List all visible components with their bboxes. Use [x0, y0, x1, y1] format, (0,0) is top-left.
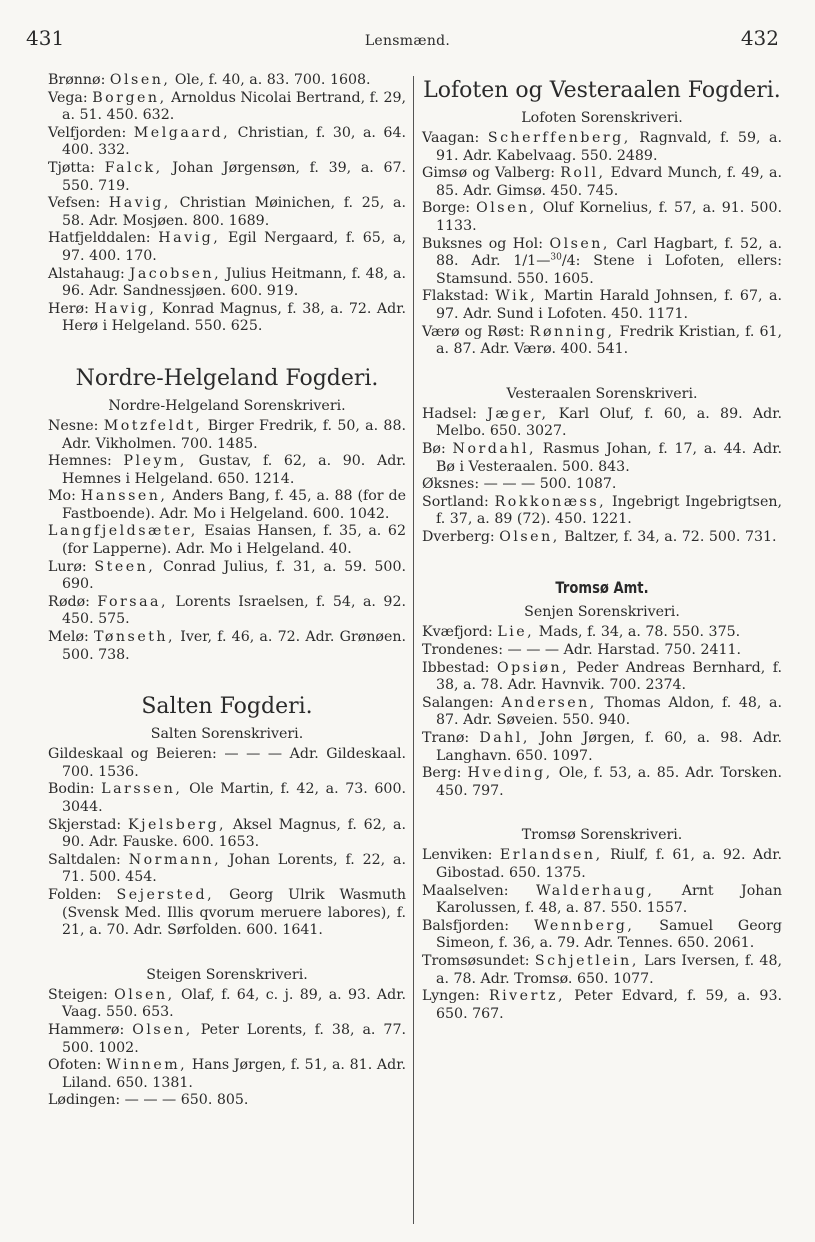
entry-place: Borge: [422, 200, 471, 217]
entry-place: Flakstad: [422, 288, 489, 305]
entry-place: Brønnø: [48, 72, 106, 88]
section-title-nordre-helgeland: Nordre-Helgeland Fogderi. [75, 365, 379, 391]
list-item [48, 160, 406, 195]
entry-details: Ole, f. 40, a. 83. 700. 1608. [170, 72, 371, 88]
entry-details: Adr. Gildeskaal. 700. 1536. [62, 746, 406, 780]
entry-details: Adr. Harstad. 750. 2411. [559, 642, 742, 659]
entry-details: Julius Heitmann, f. 48, a. 96. Adr. Sandnessjøen. 600. 919. [62, 265, 407, 300]
list-item [48, 125, 406, 160]
subtitle-lofoten-sorenskriveri: Lofoten Sorenskriveri. [521, 110, 683, 126]
entry-name: Lie, [497, 624, 535, 641]
entry-place: Balsfjorden: [422, 917, 510, 934]
entry-details: Rasmus Johan, f. 17, a. 44. Adr. Bø i Vesteraalen. 500. 843. [436, 440, 782, 475]
entry-place: Trondenes: [422, 642, 503, 659]
running-title: Lensmænd. [364, 33, 451, 49]
entry-place: Nesne: [48, 417, 99, 434]
entry-name: Pleym, [123, 453, 187, 470]
entry-place: Ibbestad: [422, 659, 490, 676]
entry-place: Tromsøsundet: [422, 952, 530, 969]
list-item [422, 165, 782, 200]
left-column [48, 72, 406, 1110]
tromso-entries [422, 847, 782, 1023]
entry-details: Peter Edvard, f. 59, a. 93. 650. 767. [436, 988, 782, 1022]
entry-details: Martin Harald Johnsen, f. 67, a. 97. Adr. Sund i Lofoten. 450. 1171. [436, 288, 782, 322]
entry-place: Melø: [48, 629, 89, 646]
list-item [422, 730, 782, 765]
list-item [48, 1092, 406, 1110]
entry-name: Winnem, [106, 1057, 188, 1074]
list-item [48, 195, 406, 230]
entry-details: Riulf, f. 61, a. 92. Adr. Gibostad. 650. 1375. [436, 847, 782, 881]
entry-name: Dahl, [479, 730, 530, 747]
section-title-salten: Salten Fogderi. [141, 694, 313, 720]
entry-place: Velfjorden: [48, 124, 127, 141]
entry-place: Lødingen: [48, 1092, 121, 1109]
list-item [48, 817, 406, 852]
entry-details: Iver, f. 46, a. 72. Adr. Grønøen. 500. 738. [62, 629, 406, 663]
entry-name: Hanssen, [80, 488, 168, 505]
helgeland-entries [48, 72, 406, 336]
entry-place: Tjøtta: [48, 159, 96, 176]
list-item [422, 695, 782, 730]
entry-name: Melgaard, [133, 124, 231, 141]
list-item [422, 406, 782, 441]
entry-name: Havig, [108, 195, 171, 212]
entry-place: Hammerø: [48, 1021, 125, 1038]
entry-details: Birger Fredrik, f. 50, a. 88. Adr. Vikholmen. 700. 1485. [62, 417, 406, 452]
list-item [422, 494, 782, 529]
entry-place: Rødø: [48, 593, 90, 610]
list-item [422, 529, 782, 547]
vesteraalen-entries [422, 406, 782, 547]
entry-place: Lyngen: [422, 988, 480, 1005]
right-page-number: 432 [740, 26, 779, 50]
list-item [422, 847, 782, 882]
entry-name: Rokkonæss, [494, 493, 607, 510]
entry-superscript: 30 [550, 252, 562, 263]
entry-details: Ingebrigt Ingebrigtsen, f. 37, a. 89 (72). 450. 1221. [436, 493, 783, 528]
entry-place: Gimsø og Valberg: [422, 165, 556, 182]
entry-name: — — — [483, 476, 536, 493]
page-header [0, 26, 815, 60]
entry-place: Tranø: [422, 730, 470, 747]
entry-details: Edvard Munch, f. 49, a. 85. Adr. Gimsø. 450. 745. [436, 165, 783, 199]
entry-place: Øksnes: [422, 476, 480, 493]
entry-details: Johan Lorents, f. 22, a. 71. 500. 454. [62, 851, 406, 886]
entry-name: Steen, [94, 558, 156, 575]
entry-details: Lars Iversen, f. 48, a. 78. Adr. Tromsø. 650. 1077. [436, 952, 782, 987]
entry-place: Dverberg: [422, 528, 495, 545]
salten-entries [48, 746, 406, 940]
entry-place: Hemnes: [48, 453, 112, 470]
entry-place: Salangen: [422, 694, 494, 711]
entry-name: — — — [507, 642, 560, 659]
entry-name: Erlandsen, [499, 847, 603, 864]
entry-name: Opsiøn, [496, 659, 570, 676]
entry-name: Jacobsen, [129, 265, 222, 282]
entry-details: Christian, f. 30, a. 64. 400. 332. [62, 124, 406, 159]
entry-place: Ofoten: [48, 1057, 102, 1074]
list-item [422, 988, 782, 1023]
list-item [48, 230, 406, 265]
entry-name: Forsaa, [97, 593, 169, 610]
entry-details: Lorents Israelsen, f. 54, a. 92. 450. 575. [62, 593, 406, 628]
entry-place: Steigen: [48, 986, 108, 1003]
subtitle-nordre-helgeland-sorenskriveri: Nordre-Helgeland Sorenskriveri. [108, 397, 346, 414]
entry-details: Arnoldus Nicolai Bertrand, f. 29, a. 51. 450. 632. [62, 89, 407, 124]
entry-name: Walderhaug, [535, 882, 655, 899]
entry-place: Hatfjelddalen: [48, 230, 151, 247]
entry-details: Baltzer, f. 34, a. 72. 500. 731. [559, 528, 777, 545]
entry-details: Peter Lorents, f. 38, a. 77. 500. 1002. [62, 1021, 406, 1056]
list-item [422, 476, 782, 494]
entry-name: Tønseth, [94, 629, 176, 646]
list-item [48, 418, 406, 453]
entry-name: Schjetlein, [534, 952, 639, 969]
subtitle-tromso-sorenskriveri: Tromsø Sorenskriveri. [521, 827, 683, 844]
list-item [422, 324, 782, 359]
entry-details: Thomas Aldon, f. 48, a. 87. Adr. Søveien. 550. 940. [436, 694, 782, 729]
list-item [48, 90, 406, 125]
entry-details: Peder Andreas Bernhard, f. 38, a. 78. Adr. Havnvik. 700. 2374. [436, 659, 783, 694]
entry-details: /1— [522, 253, 551, 270]
entry-name: Andersen, [501, 694, 597, 711]
entry-name: Langfjeldsæter, [48, 523, 198, 540]
entry-name: Borgen, [92, 89, 167, 106]
entry-name: Falck, [104, 159, 163, 176]
right-column [422, 72, 782, 1023]
entry-name: Sejersted, [116, 886, 215, 903]
section-title-lofoten-vesteraalen: Lofoten og Vesteraalen Fogderi. [423, 78, 781, 103]
entry-name: Motzfeldt, [103, 417, 203, 434]
entry-name: Roll, [560, 165, 606, 182]
entry-details: 650. 805. [176, 1092, 249, 1109]
entry-place: Vaagan: [422, 130, 480, 146]
entry-details: Samuel Georg Simeon, f. 36, a. 79. Adr. Tennes. 650. 2061. [436, 917, 782, 952]
entry-name: Rivertz, [488, 988, 566, 1005]
entry-place: Bø: [422, 440, 446, 457]
entry-details: Carl Hagbart, f. 52, a. 88. Adr. [436, 235, 783, 270]
entry-name: Nordahl, [452, 440, 537, 457]
subtitle-salten-sorenskriveri: Salten Sorenskriveri. [150, 726, 304, 743]
subtitle-senjen-sorenskriveri: Senjen Sorenskriveri. [524, 604, 680, 621]
entry-place: Herø: [48, 300, 89, 317]
list-item [48, 987, 406, 1022]
list-item [48, 301, 406, 336]
list-item [422, 441, 782, 476]
list-item [48, 746, 406, 781]
entry-name: Larssen, [101, 781, 183, 798]
list-item [422, 624, 782, 642]
entry-name: Scherffenberg, [487, 130, 631, 146]
entry-name: Kjelsberg, [128, 816, 227, 833]
list-item [422, 918, 782, 953]
entry-name: Olsen, [114, 986, 175, 1003]
entry-details: Arnt Johan Karolussen, f. 48, a. 87. 550. 1557. [436, 882, 782, 917]
entry-place: Folden: [48, 886, 102, 903]
entry-details: Hans Jørgen, f. 51, a. 81. Adr. Liland. 650. 1381. [62, 1057, 406, 1091]
list-item [48, 72, 406, 90]
entry-name: Olsen, [109, 72, 171, 88]
entry-details: Conrad Julius, f. 31, a. 59. 500. 690. [62, 558, 406, 593]
entry-name: Rønning, [529, 323, 615, 340]
entry-place: Sortland: [422, 493, 489, 510]
entry-details: 1 [513, 253, 523, 270]
entry-details: Esaias Hansen, f. 35, a. 62 (for Lapperne). Adr. Mo i Helgeland. 40. [62, 523, 406, 558]
list-item [48, 629, 406, 664]
entry-name: Olsen, [549, 235, 610, 252]
list-item [48, 887, 406, 940]
list-item [48, 453, 406, 488]
entry-place: Buksnes og Hol: [422, 235, 543, 252]
entry-details: Fredrik Kristian, f. 61, a. 87. Adr. Værø. 400. 541. [436, 323, 783, 358]
entry-name: Havig, [158, 230, 221, 247]
entry-place: Bodin: [48, 781, 95, 798]
entry-name: Olsen, [132, 1021, 193, 1038]
section-title-tromso-amt: Tromsø Amt. [555, 578, 649, 598]
entry-details: Oluf Kornelius, f. 57, a. 91. 500. 1133. [436, 200, 782, 234]
entry-place: Lenviken: [422, 847, 493, 864]
list-item [422, 288, 782, 323]
list-item [422, 883, 782, 918]
entry-name: Olsen, [476, 200, 537, 217]
entry-name: Olsen, [499, 528, 560, 545]
entry-details: Christian Møinichen, f. 25, a. 58. Adr. Mosjøen. 800. 1689. [62, 195, 406, 229]
entry-name: Havig, [94, 300, 157, 317]
entry-place: Skjerstad: [48, 816, 122, 833]
entry-name: Hveding, [467, 765, 553, 782]
entry-name: Jæger, [487, 405, 549, 422]
list-item [48, 523, 406, 558]
entry-place: Lurø: [48, 558, 87, 575]
entry-place: Saltdalen: [48, 851, 121, 868]
list-item [48, 1057, 406, 1092]
list-item [422, 660, 782, 695]
nordre-helgeland-entries [48, 418, 406, 664]
column-divider [413, 76, 414, 1224]
list-item [48, 488, 406, 523]
entry-name: — — — [124, 1092, 177, 1109]
list-item [48, 1022, 406, 1057]
entry-name: — — — [224, 746, 283, 763]
entry-details: Egil Nergaard, f. 65, a, 97. 400. 170. [62, 230, 406, 264]
entry-place: Alstahaug: [48, 265, 125, 282]
entry-details: Johan Jørgensøn, f. 39, a. 67. 550. 719. [62, 159, 407, 194]
entry-place: Mo: [48, 488, 76, 505]
entry-details: 500. 1087. [535, 476, 617, 493]
subtitle-vesteraalen-sorenskriveri: Vesteraalen Sorenskriveri. [506, 385, 698, 402]
entry-place: Værø og Røst: [422, 323, 525, 340]
entry-place: Hadsel: [422, 405, 477, 422]
list-item [48, 594, 406, 629]
entry-details: Olaf, f. 64, c. j. 89, a. 93. Adr. Vaag. 550. 653. [62, 986, 406, 1021]
entry-details: Aksel Magnus, f. 62, a. 90. Adr. Fauske. 600. 1653. [62, 816, 406, 851]
list-item [422, 236, 782, 289]
entry-place: Gildeskaal og Beieren: [48, 746, 217, 763]
entry-details: Karl Oluf, f. 60, a. 89. Adr. Melbo. 650. 3027. [436, 405, 782, 440]
list-item [422, 642, 782, 660]
entry-name: Wik, [495, 288, 538, 305]
entry-details: John Jørgen, f. 60, a. 98. Adr. Langhavn. 650. 1097. [436, 730, 782, 764]
entry-details: Konrad Magnus, f. 38, a. 72. Adr. Herø i Helgeland. 550. 625. [62, 300, 406, 335]
left-page-number: 431 [26, 26, 65, 50]
list-item [48, 852, 406, 887]
list-item [48, 559, 406, 594]
entry-place: Berg: [422, 765, 462, 782]
entry-details: Mads, f. 34, a. 78. 550. 375. [534, 624, 741, 641]
entry-details: Ragnvald, f. 59, a. 91. Adr. Kabelvaag. 550. 2489. [436, 130, 782, 164]
entry-name: Wennberg, [533, 917, 635, 934]
list-item [422, 130, 782, 165]
subtitle-steigen-sorenskriveri: Steigen Sorenskriveri. [146, 966, 308, 983]
steigen-entries [48, 987, 406, 1110]
entry-place: Vefsen: [48, 195, 101, 212]
entry-details: Ole, f. 53, a. 85. Adr. Torsken. 450. 797. [436, 765, 782, 799]
list-item [422, 765, 782, 800]
entry-name: Normann, [128, 851, 222, 868]
list-item [48, 781, 406, 816]
entry-place: Kvæfjord: [422, 624, 493, 641]
lofoten-entries [422, 130, 782, 359]
list-item [48, 266, 406, 301]
entry-details: /4: Stene i Lofoten, ellers: Stamsund. 550. 1605. [436, 253, 782, 287]
list-item [422, 953, 782, 988]
entry-details: Anders Bang, f. 45, a. 88 (for de Fastboende). Adr. Mo i Helgeland. 600. 1042. [62, 488, 407, 522]
list-item [422, 200, 782, 235]
entry-place: Vega: [48, 89, 88, 106]
entry-details: Ole Martin, f. 42, a. 73. 600. 3044. [62, 781, 406, 815]
entry-details: Georg Ulrik Wasmuth (Svensk Med. Illis qvorum meruere labores), f. 21, a. 70. Adr. Sørfolden. 600. 1641. [62, 886, 407, 939]
entry-details: Gustav, f. 62, a. 90. Adr. Hemnes i Helgeland. 650. 1214. [62, 453, 407, 487]
entry-place: Maalselven: [422, 882, 509, 899]
senjen-entries [422, 624, 782, 800]
